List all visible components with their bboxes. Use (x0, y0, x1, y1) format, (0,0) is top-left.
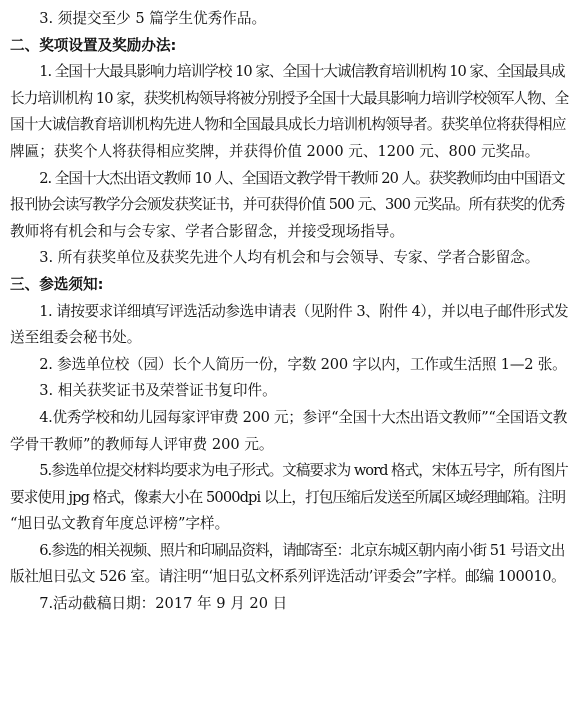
paragraph-institution-awards (10, 59, 568, 165)
paragraph-line: 教师将有机会和与会专家、学者合影留念，并接受现场指导。 (10, 222, 405, 240)
paragraph-electronic-materials (10, 458, 568, 538)
paragraph-mailing-address (10, 538, 568, 591)
paragraph-line: 3. 所有获奖单位及获奖先进个人均有机会和与会领导、专家、学者合影留念。 (39, 249, 540, 267)
paragraph-resume (10, 352, 568, 379)
paragraph-line: 2. 全国十大杰出语文教师 10 人、全国语文教学骨干教师 20 人。获奖教师均由中国语文 (39, 169, 565, 187)
paragraph-line: 3. 须提交至少 5 篇学生优秀作品。 (39, 10, 267, 27)
paragraph-line: 报刊协会读写教学分会颁发获奖证书，并可获得价值 500 元、300 元奖品。所有获奖的优秀 (10, 196, 565, 214)
paragraph-line: 送至组委会秘书处。 (10, 329, 142, 347)
paragraph-deadline (10, 591, 568, 618)
paragraph-line: 7.活动截稿日期：2017 年 9 月 20 日 (39, 595, 288, 613)
paragraph-line: 学骨干教师”的教师每人评审费 200 元。 (10, 435, 274, 453)
paragraph-line: 5.参选单位提交材料均要求为电子形式。文稿要求为 word 格式，宋体五号字，所有图片 (39, 462, 568, 480)
paragraph-line: 版社旭日弘文 526 室。请注明“‘旭日弘文杯系列评选活动’评委会”字样。邮编 100010。 (10, 568, 566, 586)
paragraph-line: 国十大诚信教育培训机构先进人物和全国最具成长力培训机构领导者。获奖单位将获得相应 (10, 116, 566, 134)
paragraph-line: 要求使用 jpg 格式，像素大小在 5000dpi 以上，打包压缩后发送至所属区域经理邮箱。注明 (10, 488, 566, 506)
paragraph-teacher-awards (10, 166, 568, 246)
paragraph-line: 3. 相关获奖证书及荣誉证书复印件。 (39, 382, 277, 400)
paragraph-line: 4.优秀学校和幼儿园每家评审费 200 元；参评“全国十大杰出语文教师”“全国语文教 (39, 408, 568, 426)
paragraph-submit-works (10, 6, 568, 33)
section-heading-participation: 三、参选须知: (10, 275, 104, 293)
paragraph-line: 牌匾；获奖个人将获得相应奖牌，并获得价值 2000 元、1200 元、800 元奖品。 (10, 142, 540, 160)
paragraph-line: 1. 请按要求详细填写评选活动参选申请表（见附件 3、附件 4），并以电子邮件形式发 (39, 302, 569, 320)
paragraph-review-fee (10, 405, 568, 458)
paragraph-certificates (10, 378, 568, 405)
paragraph-application-form (10, 299, 568, 352)
paragraph-line: 2. 参选单位校（园）长个人简历一份，字数 200 字以内，工作或生活照 1—2 张。 (39, 355, 567, 373)
paragraph-line: 1. 全国十大最具影响力培训学校 10 家、全国十大诚信教育培训机构 10 家、全国最具成 (39, 63, 565, 81)
section-heading-awards: 二、奖项设置及奖励办法: (10, 36, 177, 54)
paragraph-line: 6.参选的相关视频、照片和印刷品资料，请邮寄至：北京东城区朝内南小街 51 号语文出 (39, 541, 565, 559)
paragraph-photo-opportunity (10, 245, 568, 272)
paragraph-line: 长力培训机构 10 家，获奖机构领导将被分别授予全国十大最具影响力培训学校领军人物、全 (10, 89, 569, 107)
paragraph-line: “旭日弘文教育年度总评榜”字样。 (10, 515, 230, 533)
